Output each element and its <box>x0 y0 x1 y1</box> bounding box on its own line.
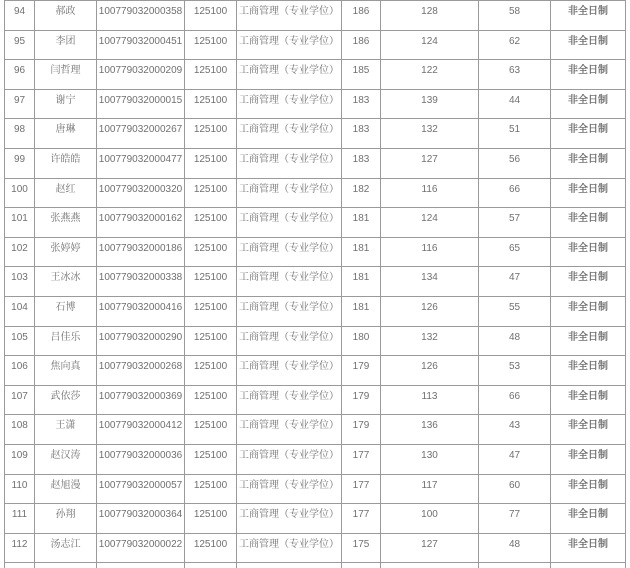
major-code-cell: 125100 <box>185 237 237 267</box>
table-row <box>5 178 626 208</box>
major-name-cell: 工商管理（专业学位） <box>237 504 342 534</box>
table-row <box>5 356 626 386</box>
score-c-cell: 56 <box>479 148 551 178</box>
exam-id-cell: 100779032000338 <box>97 267 185 297</box>
score-c-cell <box>479 563 551 568</box>
major-code-cell: 125100 <box>185 385 237 415</box>
score-c-cell: 57 <box>479 208 551 238</box>
score-b-cell: 116 <box>381 178 479 208</box>
score-a-cell: 183 <box>342 89 381 119</box>
row-number-cell: 94 <box>5 1 35 31</box>
candidate-name-cell: 郝政 <box>35 1 97 31</box>
study-mode-cell: 非全日制 <box>551 237 626 267</box>
candidate-name-cell: 闫哲理 <box>35 60 97 90</box>
major-code-cell: 125100 <box>185 178 237 208</box>
exam-id-cell: 100779032000057 <box>97 474 185 504</box>
score-c-cell: 65 <box>479 237 551 267</box>
exam-id-cell <box>97 563 185 568</box>
table-row <box>5 119 626 149</box>
score-b-cell <box>381 563 479 568</box>
study-mode-cell: 非全日制 <box>551 296 626 326</box>
score-a-cell: 177 <box>342 474 381 504</box>
row-number-cell: 101 <box>5 208 35 238</box>
score-c-cell: 48 <box>479 533 551 563</box>
row-number-cell: 99 <box>5 148 35 178</box>
study-mode-cell: 非全日制 <box>551 444 626 474</box>
major-code-cell: 125100 <box>185 326 237 356</box>
score-b-cell: 139 <box>381 89 479 119</box>
study-mode-cell <box>551 563 626 568</box>
study-mode-cell: 非全日制 <box>551 89 626 119</box>
score-b-cell: 132 <box>381 326 479 356</box>
score-c-cell: 63 <box>479 60 551 90</box>
row-number-cell: 109 <box>5 444 35 474</box>
candidate-name-cell: 武依莎 <box>35 385 97 415</box>
score-a-cell: 179 <box>342 356 381 386</box>
major-name-cell: 工商管理（专业学位） <box>237 474 342 504</box>
exam-id-cell: 100779032000320 <box>97 178 185 208</box>
exam-id-cell: 100779032000416 <box>97 296 185 326</box>
score-b-cell: 113 <box>381 385 479 415</box>
table-row <box>5 533 626 563</box>
score-c-cell: 53 <box>479 356 551 386</box>
candidate-name-cell: 焦向真 <box>35 356 97 386</box>
major-name-cell: 工商管理（专业学位） <box>237 60 342 90</box>
candidate-name-cell: 赵红 <box>35 178 97 208</box>
study-mode-cell: 非全日制 <box>551 356 626 386</box>
candidate-name-cell: 吕佳乐 <box>35 326 97 356</box>
score-b-cell: 124 <box>381 30 479 60</box>
candidate-name-cell: 王潇 <box>35 415 97 445</box>
major-name-cell: 工商管理（专业学位） <box>237 356 342 386</box>
score-c-cell: 77 <box>479 504 551 534</box>
score-a-cell: 181 <box>342 296 381 326</box>
study-mode-cell: 非全日制 <box>551 60 626 90</box>
study-mode-cell: 非全日制 <box>551 178 626 208</box>
score-a-cell: 177 <box>342 444 381 474</box>
major-code-cell: 125100 <box>185 1 237 31</box>
score-b-cell: 126 <box>381 356 479 386</box>
exam-id-cell: 100779032000186 <box>97 237 185 267</box>
score-a-cell: 185 <box>342 60 381 90</box>
score-b-cell: 134 <box>381 267 479 297</box>
score-b-cell: 100 <box>381 504 479 534</box>
row-number-cell: 112 <box>5 533 35 563</box>
major-name-cell: 工商管理（专业学位） <box>237 444 342 474</box>
score-c-cell: 47 <box>479 444 551 474</box>
major-code-cell: 125100 <box>185 208 237 238</box>
table-row <box>5 444 626 474</box>
major-code-cell: 125100 <box>185 415 237 445</box>
major-name-cell: 工商管理（专业学位） <box>237 148 342 178</box>
table-row <box>5 296 626 326</box>
study-mode-cell: 非全日制 <box>551 533 626 563</box>
score-a-cell: 186 <box>342 30 381 60</box>
candidate-name-cell: 张婷婷 <box>35 237 97 267</box>
major-name-cell: 工商管理（专业学位） <box>237 89 342 119</box>
candidate-name-cell: 谢宁 <box>35 89 97 119</box>
candidate-name-cell: 汤志江 <box>35 533 97 563</box>
major-name-cell: 工商管理（专业学位） <box>237 208 342 238</box>
major-code-cell: 125100 <box>185 444 237 474</box>
major-name-cell: 工商管理（专业学位） <box>237 267 342 297</box>
major-name-cell: 工商管理（专业学位） <box>237 533 342 563</box>
candidate-name-cell: 赵汉涛 <box>35 444 97 474</box>
score-a-cell: 179 <box>342 385 381 415</box>
major-code-cell: 125100 <box>185 296 237 326</box>
exam-id-cell: 100779032000412 <box>97 415 185 445</box>
study-mode-cell: 非全日制 <box>551 326 626 356</box>
major-name-cell <box>237 563 342 568</box>
score-a-cell: 181 <box>342 208 381 238</box>
major-code-cell: 125100 <box>185 60 237 90</box>
major-code-cell: 125100 <box>185 119 237 149</box>
score-b-cell: 127 <box>381 533 479 563</box>
study-mode-cell: 非全日制 <box>551 504 626 534</box>
major-name-cell: 工商管理（专业学位） <box>237 30 342 60</box>
exam-id-cell: 100779032000290 <box>97 326 185 356</box>
table-row <box>5 563 626 568</box>
row-number-cell <box>5 563 35 568</box>
table-row <box>5 237 626 267</box>
score-b-cell: 117 <box>381 474 479 504</box>
row-number-cell: 102 <box>5 237 35 267</box>
score-c-cell: 66 <box>479 178 551 208</box>
score-a-cell: 181 <box>342 237 381 267</box>
study-mode-cell: 非全日制 <box>551 30 626 60</box>
major-code-cell <box>185 563 237 568</box>
table-row <box>5 30 626 60</box>
table-row <box>5 267 626 297</box>
major-name-cell: 工商管理（专业学位） <box>237 119 342 149</box>
candidate-name-cell: 石博 <box>35 296 97 326</box>
major-name-cell: 工商管理（专业学位） <box>237 385 342 415</box>
exam-id-cell: 100779032000358 <box>97 1 185 31</box>
score-b-cell: 130 <box>381 444 479 474</box>
study-mode-cell: 非全日制 <box>551 474 626 504</box>
row-number-cell: 96 <box>5 60 35 90</box>
study-mode-cell: 非全日制 <box>551 385 626 415</box>
score-a-cell: 186 <box>342 1 381 31</box>
major-code-cell: 125100 <box>185 267 237 297</box>
major-name-cell: 工商管理（专业学位） <box>237 1 342 31</box>
exam-id-cell: 100779032000036 <box>97 444 185 474</box>
score-c-cell: 47 <box>479 267 551 297</box>
table-row <box>5 1 626 31</box>
row-number-cell: 104 <box>5 296 35 326</box>
major-code-cell: 125100 <box>185 89 237 119</box>
score-c-cell: 51 <box>479 119 551 149</box>
candidate-name-cell: 赵旭漫 <box>35 474 97 504</box>
exam-id-cell: 100779032000267 <box>97 119 185 149</box>
study-mode-cell: 非全日制 <box>551 119 626 149</box>
candidate-name-cell: 王冰冰 <box>35 267 97 297</box>
score-c-cell: 43 <box>479 415 551 445</box>
table-row <box>5 326 626 356</box>
major-name-cell: 工商管理（专业学位） <box>237 178 342 208</box>
candidate-name-cell: 李团 <box>35 30 97 60</box>
row-number-cell: 95 <box>5 30 35 60</box>
row-number-cell: 107 <box>5 385 35 415</box>
score-c-cell: 55 <box>479 296 551 326</box>
row-number-cell: 111 <box>5 504 35 534</box>
exam-id-cell: 100779032000369 <box>97 385 185 415</box>
score-c-cell: 60 <box>479 474 551 504</box>
table-row <box>5 89 626 119</box>
score-c-cell: 48 <box>479 326 551 356</box>
exam-id-cell: 100779032000162 <box>97 208 185 238</box>
score-b-cell: 136 <box>381 415 479 445</box>
row-number-cell: 110 <box>5 474 35 504</box>
row-number-cell: 98 <box>5 119 35 149</box>
score-c-cell: 44 <box>479 89 551 119</box>
score-c-cell: 58 <box>479 1 551 31</box>
table-row <box>5 60 626 90</box>
candidate-name-cell: 许皓皓 <box>35 148 97 178</box>
row-number-cell: 97 <box>5 89 35 119</box>
row-number-cell: 108 <box>5 415 35 445</box>
major-code-cell: 125100 <box>185 533 237 563</box>
exam-id-cell: 100779032000364 <box>97 504 185 534</box>
table-row <box>5 504 626 534</box>
score-c-cell: 66 <box>479 385 551 415</box>
major-code-cell: 125100 <box>185 30 237 60</box>
row-number-cell: 105 <box>5 326 35 356</box>
score-b-cell: 128 <box>381 1 479 31</box>
candidate-name-cell: 唐琳 <box>35 119 97 149</box>
score-b-cell: 124 <box>381 208 479 238</box>
exam-id-cell: 100779032000451 <box>97 30 185 60</box>
major-name-cell: 工商管理（专业学位） <box>237 237 342 267</box>
exam-id-cell: 100779032000209 <box>97 60 185 90</box>
score-b-cell: 127 <box>381 148 479 178</box>
table-row <box>5 148 626 178</box>
score-a-cell: 177 <box>342 504 381 534</box>
candidate-name-cell: 张燕燕 <box>35 208 97 238</box>
score-a-cell: 181 <box>342 267 381 297</box>
major-code-cell: 125100 <box>185 148 237 178</box>
row-number-cell: 100 <box>5 178 35 208</box>
major-name-cell: 工商管理（专业学位） <box>237 415 342 445</box>
candidate-name-cell <box>35 563 97 568</box>
table-row <box>5 208 626 238</box>
score-a-cell: 175 <box>342 533 381 563</box>
major-name-cell: 工商管理（专业学位） <box>237 296 342 326</box>
row-number-cell: 106 <box>5 356 35 386</box>
exam-id-cell: 100779032000268 <box>97 356 185 386</box>
table-row <box>5 474 626 504</box>
score-a-cell: 182 <box>342 178 381 208</box>
results-table-body <box>5 1 626 568</box>
score-a-cell: 183 <box>342 148 381 178</box>
study-mode-cell: 非全日制 <box>551 148 626 178</box>
score-a-cell <box>342 563 381 568</box>
candidate-name-cell: 孙翔 <box>35 504 97 534</box>
score-b-cell: 126 <box>381 296 479 326</box>
study-mode-cell: 非全日制 <box>551 415 626 445</box>
major-code-cell: 125100 <box>185 504 237 534</box>
table-row <box>5 385 626 415</box>
score-c-cell: 62 <box>479 30 551 60</box>
table-row <box>5 415 626 445</box>
row-number-cell: 103 <box>5 267 35 297</box>
score-b-cell: 116 <box>381 237 479 267</box>
major-name-cell: 工商管理（专业学位） <box>237 326 342 356</box>
study-mode-cell: 非全日制 <box>551 267 626 297</box>
study-mode-cell: 非全日制 <box>551 1 626 31</box>
score-a-cell: 180 <box>342 326 381 356</box>
admission-results-table <box>4 0 626 568</box>
exam-id-cell: 100779032000477 <box>97 148 185 178</box>
score-b-cell: 132 <box>381 119 479 149</box>
major-code-cell: 125100 <box>185 356 237 386</box>
exam-id-cell: 100779032000015 <box>97 89 185 119</box>
score-b-cell: 122 <box>381 60 479 90</box>
exam-id-cell: 100779032000022 <box>97 533 185 563</box>
score-a-cell: 179 <box>342 415 381 445</box>
study-mode-cell: 非全日制 <box>551 208 626 238</box>
major-code-cell: 125100 <box>185 474 237 504</box>
score-a-cell: 183 <box>342 119 381 149</box>
